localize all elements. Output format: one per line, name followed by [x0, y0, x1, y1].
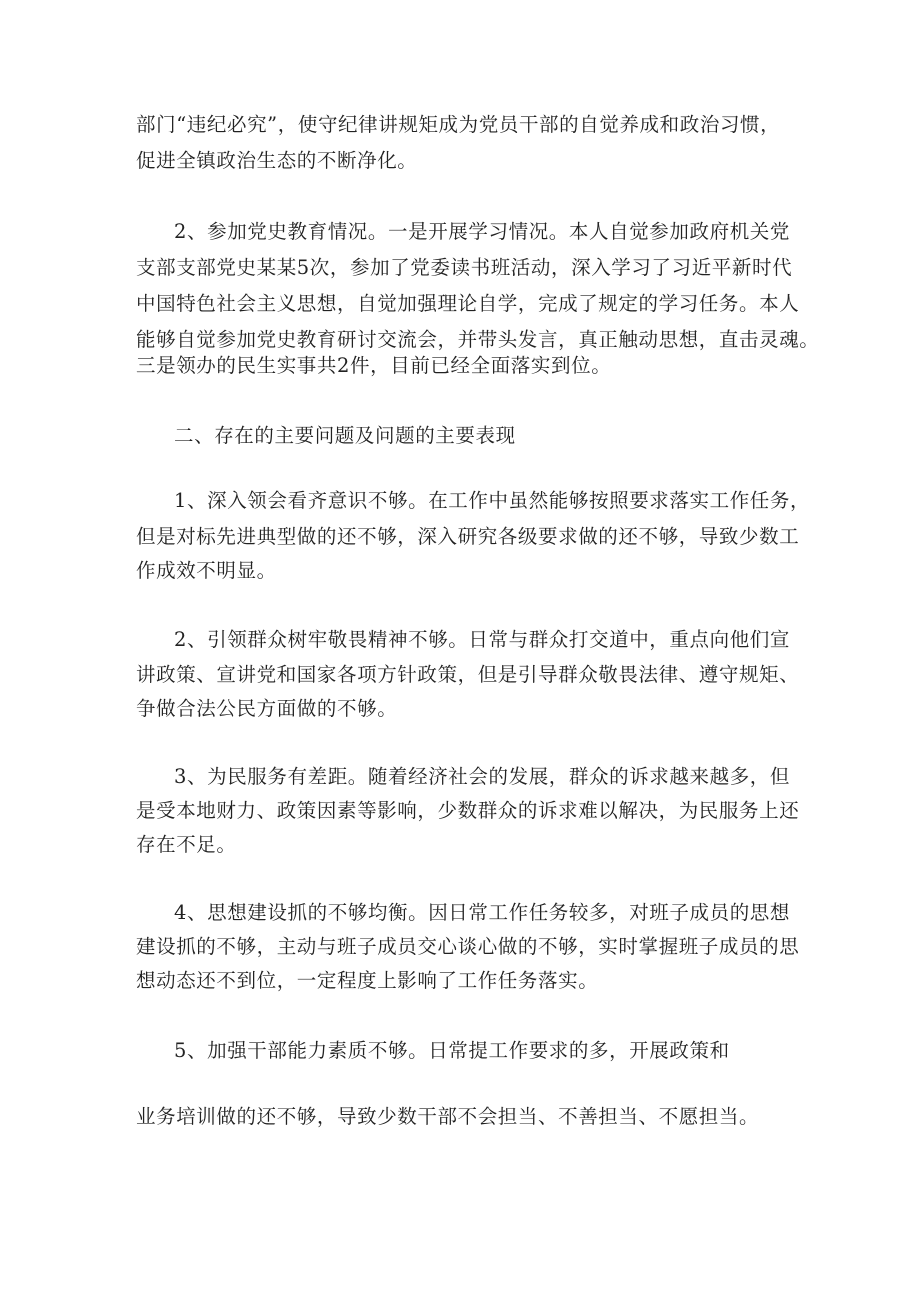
text-line: 争做合法公民方面做的不够。: [136, 697, 398, 720]
text-line: 作成效不明显。: [136, 559, 277, 582]
text-line: 建设抓的不够，主动与班子成员交心谈心做的不够，实时掌握班子成员的思: [136, 935, 800, 958]
text-line: 促进全镇政治生态的不断净化。: [136, 149, 418, 172]
text-line: 业务培训做的还不够，导致少数干部不会担当、不善担当、不愿担当。: [136, 1105, 760, 1128]
text-line: 部门“违纪必究”，使守纪律讲规矩成为党员干部的自觉养成和政治习惯，: [136, 113, 781, 136]
text-line: 三是领办的民生实事共2件，目前已经全面落实到位。: [136, 354, 612, 377]
text-line: 是受本地财力、政策因素等影响，少数群众的诉求难以解决，为民服务上还: [136, 799, 800, 822]
text-line: 存在不足。: [136, 833, 237, 856]
text-line: 中国特色社会主义思想，自觉加强理论自学，完成了规定的学习任务。本人: [136, 292, 800, 315]
text-line: 想动态还不到位，一定程度上影响了工作任务落实。: [136, 969, 599, 992]
text-line: 支部支部党史某某5次，参加了党委读书班活动，深入学习了习近平新时代: [136, 256, 793, 279]
text-line: 讲政策、宣讲党和国家各项方针政策，但是引导群众敬畏法律、遵守规矩、: [136, 663, 800, 686]
text-line: 2、参加党史教育情况。一是开展学习情况。本人自觉参加政府机关党: [174, 220, 791, 243]
text-line: 5、加强干部能力素质不够。日常提工作要求的多，开展政策和: [174, 1039, 730, 1062]
text-line: 能够自觉参加党史教育研讨交流会，并带头发言，真正触动思想，直击灵魂。: [136, 328, 820, 351]
text-line: 4、思想建设抓的不够均衡。因日常工作任务较多，对班子成员的思想: [174, 901, 791, 924]
text-line: 2、引领群众树牢敬畏精神不够。日常与群众打交道中，重点向他们宣: [174, 628, 791, 651]
section-heading: 二、存在的主要问题及问题的主要表现: [174, 424, 516, 447]
text-line: 1、深入领会看齐意识不够。在工作中虽然能够按照要求落实工作任务，: [174, 489, 811, 512]
text-line: 但是对标先进典型做的还不够，深入研究各级要求做的还不够，导致少数工: [136, 525, 800, 548]
text-line: 3、为民服务有差距。随着经济社会的发展，群众的诉求越来越多，但: [174, 765, 791, 788]
